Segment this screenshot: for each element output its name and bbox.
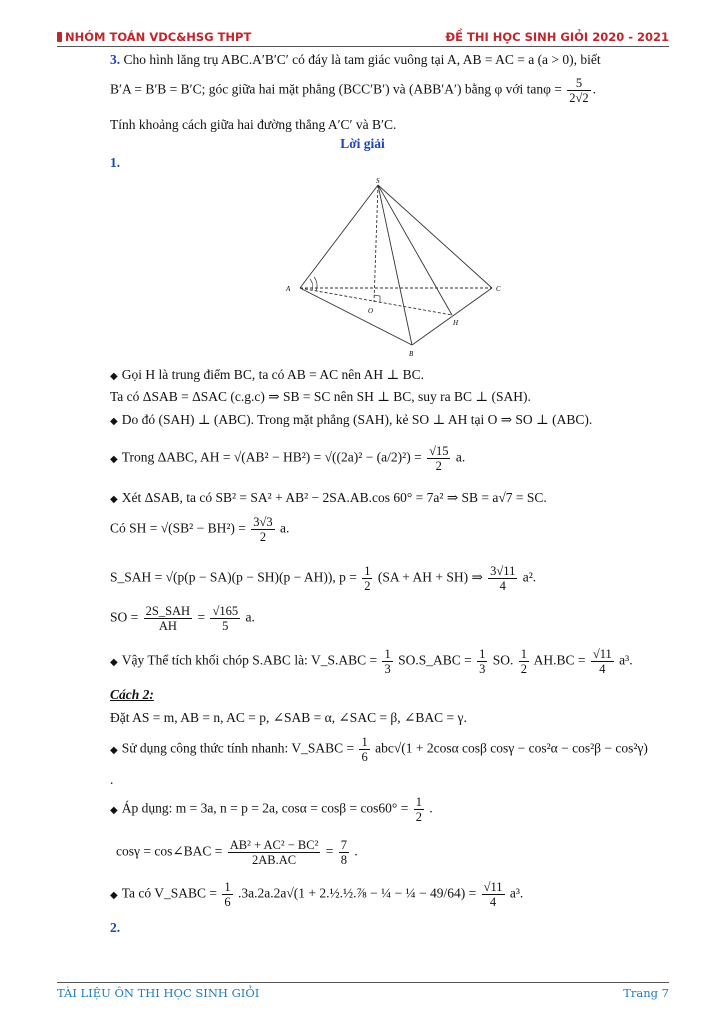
problem-line-3: Tính khoảng cách giữa hai đường thẳng A′C′ và B′C. bbox=[110, 117, 397, 132]
edge-SH bbox=[378, 185, 452, 315]
part-1-label: 1. bbox=[110, 155, 121, 170]
header-group-name: NHÓM TOÁN VDC&HSG THPT bbox=[65, 30, 252, 44]
bullet-icon: ◆ bbox=[110, 804, 118, 816]
header-rule bbox=[57, 46, 669, 47]
edge-SO bbox=[374, 185, 378, 302]
edge-AB bbox=[300, 288, 412, 345]
edge-BC bbox=[412, 288, 492, 345]
step-2: Ta có ΔSAB = ΔSAC (c.g.c) ⇒ SB = SC nên SH ⊥ BC, suy ra BC ⊥ (SAH). bbox=[110, 389, 531, 404]
header-exam-title: ĐỀ THI HỌC SINH GIỎI 2020 - 2021 bbox=[445, 30, 669, 44]
edge-SC bbox=[378, 185, 492, 288]
tan-fraction bbox=[567, 76, 590, 105]
header-mark-icon bbox=[57, 32, 62, 42]
method-2-apply: ◆ Áp dụng: m = 3a, n = p = 2a, cosα = cosβ = cos60° = $\frac{1}{2}$ . bbox=[110, 795, 433, 824]
step-1 bbox=[110, 367, 424, 383]
step-6: Có SH = √(SB² − BH²) = $\frac{3√3}{2}$ a. bbox=[110, 515, 290, 544]
bullet-icon: ◆ bbox=[110, 416, 118, 427]
step-7: S_SAH = √(p(p − SA)(p − SH)(p − AH)), p = $\frac{1}{2}$ (SA + AH + SH) ⇒ $\frac{3√11}{4}$ a². bbox=[110, 564, 537, 593]
edge-SA bbox=[300, 185, 378, 288]
tan-den: 2√2 bbox=[569, 91, 589, 105]
footer-rule bbox=[57, 982, 669, 983]
method-2-set: Đặt AS = m, AB = n, AC = p, ∠SAB = α, ∠SAC = β, ∠BAC = γ. bbox=[110, 710, 467, 725]
solution-title: Lời giải bbox=[340, 136, 385, 151]
bullet-icon: ◆ bbox=[110, 371, 118, 382]
step-1-text: Gọi H là trung điểm BC, ta có AB = AC nên AH ⊥ BC. bbox=[121, 367, 425, 382]
label-O: O bbox=[368, 307, 374, 315]
bullet-icon: ◆ bbox=[110, 744, 118, 756]
label-H: H bbox=[453, 319, 459, 327]
method-2-dot: . bbox=[110, 772, 114, 787]
edge-SB bbox=[378, 185, 412, 345]
label-B: B bbox=[409, 350, 414, 358]
method-2-formula: ◆ Sử dụng công thức tính nhanh: V_SABC = $\frac{1}{6}$ abc√(1 + 2cosα cosβ cosγ − cos²α − cos²β − cos²γ) bbox=[110, 735, 648, 764]
label-S: S bbox=[376, 177, 380, 185]
page-number: Trang 7 bbox=[623, 986, 669, 1000]
method-2-title: Cách 2: bbox=[110, 687, 154, 702]
label-C: C bbox=[496, 285, 501, 293]
bullet-icon: ◆ bbox=[110, 494, 118, 505]
step-3-text: Do đó (SAH) ⊥ (ABC). Trong mặt phẳng (SAH), kẻ SO ⊥ AH tại O ⇒ SO ⊥ (ABC). bbox=[121, 412, 593, 427]
step-4-text: Trong ΔABC, AH = √(AB² − HB²) = √((2a)² − (a/2)²) = bbox=[121, 449, 422, 465]
step-9: ◆ Vậy Thể tích khối chóp S.ABC là: V_S.ABC = $\frac{1}{3}$ SO.S_ABC = $\frac{1}{3}$ SO. $\frac{1}{2}$ AH.BC = $\frac{√11}{4}$ a³. bbox=[110, 647, 633, 676]
step-5-text: Xét ΔSAB, ta có SB² = SA² + AB² − 2SA.AB.cos 60° = 7a² ⇒ SB = a√7 = SC. bbox=[121, 490, 547, 505]
method-2-cos: cosγ = cos∠BAC = $\frac{\text{AB² + AC² − BC²}}{2AB.AC}$ = $\frac{7}{8}$ . bbox=[116, 838, 358, 867]
header-left bbox=[57, 30, 251, 44]
step-3 bbox=[110, 412, 592, 428]
edge-AH bbox=[300, 288, 452, 315]
step-4-frac: $\frac{√15}{2}$ bbox=[429, 444, 449, 473]
problem-text-1: Cho hình lăng trụ ABC.A′B′C′ có đáy là tam giác vuông tại A, AB = AC = a (a > 0), biết bbox=[123, 52, 601, 67]
step-6-frac: $\frac{3√3}{2}$ bbox=[253, 515, 273, 544]
step-4: ◆ Trong ΔABC, AH = √(AB² − HB²) = √((2a)² − (a/2)²) = $\frac{√15}{2}$ a. bbox=[110, 444, 466, 473]
bullet-icon: ◆ bbox=[110, 656, 118, 668]
problem-text-2: B′A = B′B = B′C; góc giữa hai mặt phẳng (BCC′B′) và (ABB′A′) bằng φ với tanφ = bbox=[110, 81, 562, 97]
pyramid-figure bbox=[280, 175, 510, 360]
problem-line-2: B′A = B′B = B′C; góc giữa hai mặt phẳng (BCC′B′) và (ABB′A′) bằng φ với tanφ = $\frac{5}{2√2}$ . bbox=[110, 76, 597, 105]
label-A: A bbox=[286, 285, 291, 293]
part-2-label: 2. bbox=[110, 920, 121, 935]
method-2-final: ◆ Ta có V_SABC = $\frac{1}{6}$ .3a.2a.2a√(1 + 2.½.½.⅞ − ¼ − ¼ − 49/64) = $\frac{√11}{4}$ a³. bbox=[110, 880, 524, 909]
problem-number: 3. bbox=[110, 52, 121, 67]
problem-line-1 bbox=[110, 52, 601, 68]
step-8: SO = $\frac{\text{2S\_SAH}}{AH}$ = $\frac{√165}{5}$ a. bbox=[110, 604, 255, 633]
page-footer bbox=[57, 986, 669, 1006]
footer-left: TÀI LIỆU ÔN THI HỌC SINH GIỎI bbox=[57, 986, 260, 1000]
tan-num: 5 bbox=[567, 76, 590, 91]
step-5 bbox=[110, 490, 547, 506]
bullet-icon: ◆ bbox=[110, 889, 118, 901]
bullet-icon: ◆ bbox=[110, 453, 118, 465]
page-header bbox=[57, 22, 669, 44]
